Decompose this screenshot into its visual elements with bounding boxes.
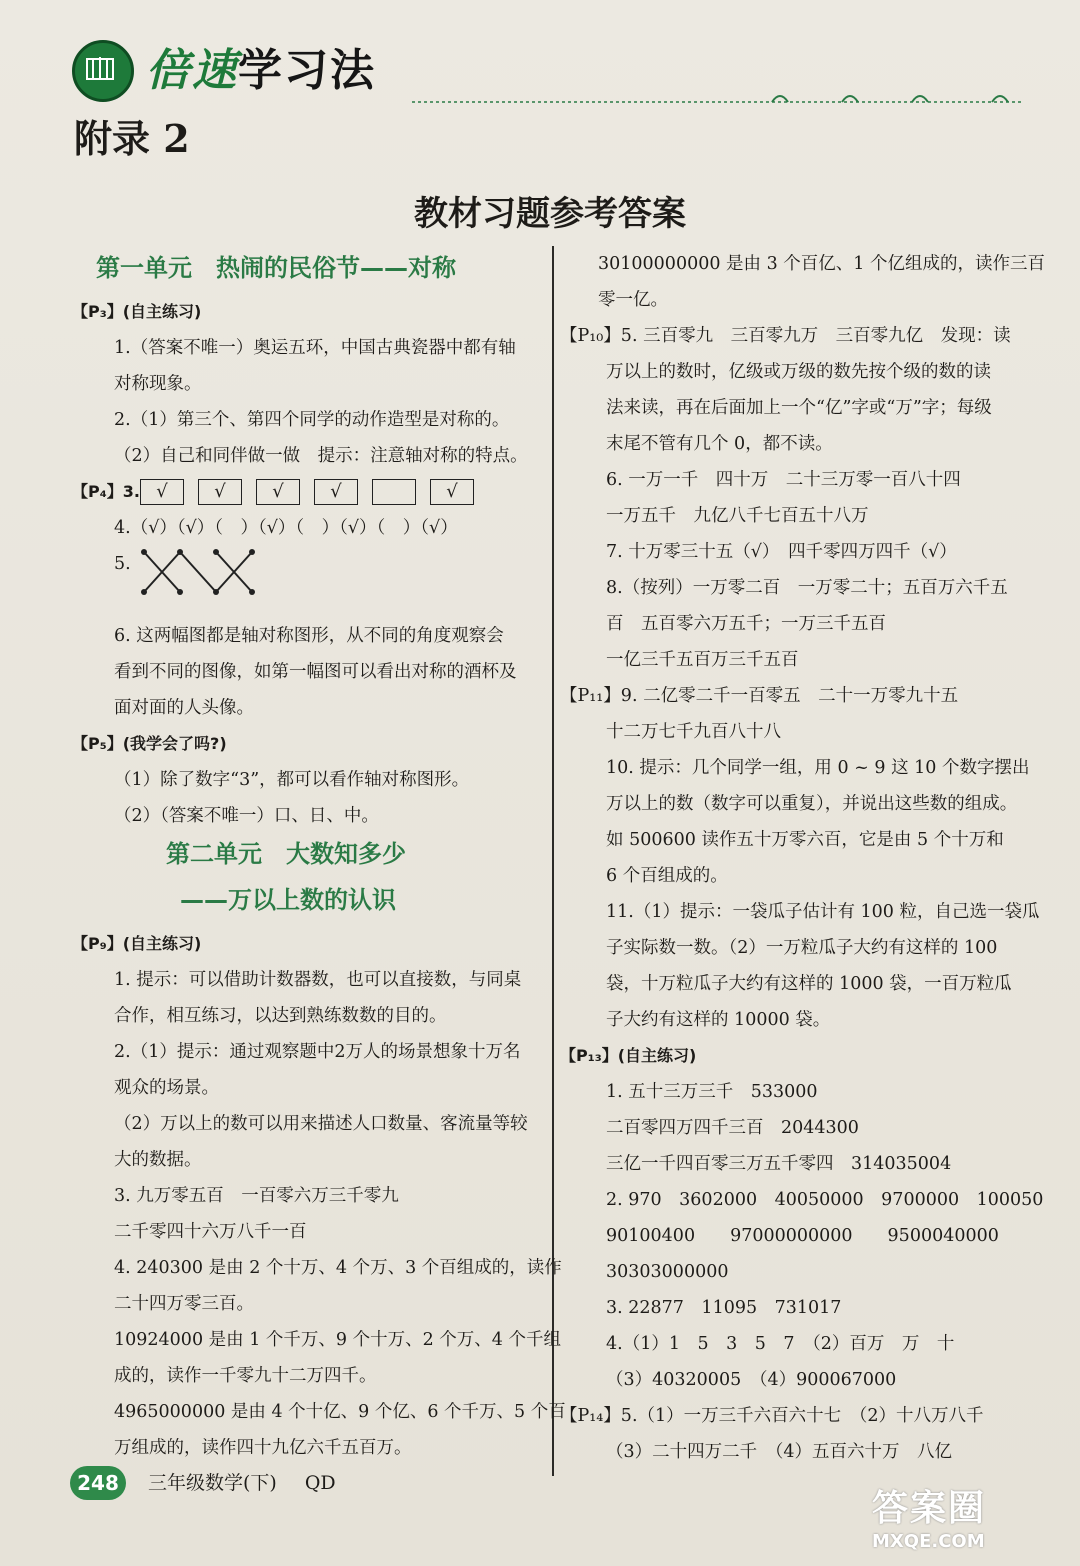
text-line: 看到不同的图像，如第一幅图可以看出对称的酒杯及 [114,662,517,682]
text-line: 2.（1）第三个、第四个同学的动作造型是对称的。 [114,410,510,430]
text-line: 6 个百组成的。 [606,866,728,886]
text-line: 【P₁₀】5. 三百零九 三百零九万 三百零九亿 发现：读 [560,326,1011,346]
watermark-line1: 答案圈 [872,1488,987,1529]
text-line: 三亿一千四百零三万五千零四 314035004 [606,1154,952,1174]
unit2-subtitle: ——万以上数的认识 [180,886,396,914]
text-line: 法来读，再在后面加上一个“亿”字或“万”字；每级 [606,398,992,418]
text-line: 5. [114,554,131,574]
answer-box: √ [140,479,184,505]
unit2-title: 第二单元 大数知多少 [166,840,406,868]
text-line: 十二万七千九百八十八 [606,722,781,742]
text-line: 面对面的人头像。 [114,698,254,718]
text-line: 二千零四十六万八千一百 [114,1222,307,1242]
text-line: 对称现象。 [114,374,202,394]
watermark [872,1480,1052,1552]
text-line: 万以上的数时，亿级或万级的数先按个级的数的读 [606,362,991,382]
text-line: 2. 970 3602000 40050000 9700000 100050 [606,1190,1044,1210]
book-logo-icon [72,40,134,102]
section-tag: 【P₁₃】(自主练习) [560,1046,697,1065]
text-line: 4. 240300 是由 2 个十万、4 个万、3 个百组成的，读作 [114,1258,562,1278]
section-tag: 【P₄】3. [72,482,140,501]
header [62,22,1042,96]
text-line: 零一亿。 [598,290,668,310]
text-line: 4.（1）1 5 3 5 7 （2）百万 万 十 [606,1334,955,1354]
text-line: 子实际数一数。（2）一万粒瓜子大约有这样的 100 [606,938,998,958]
text-line: 二十四万零三百。 [114,1294,254,1314]
answer-box: √ [430,479,474,505]
text-line: 8.（按列）一万零二百 一万零二十；五百万六千五 [606,578,1008,598]
watermark-line2: MXQE.COM [872,1531,985,1552]
text-line: 末尾不管有几个 0，都不读。 [606,434,833,454]
text-line: （2）自己和同伴做一做 提示：注意轴对称的特点。 [114,446,528,466]
text-line: 观众的场景。 [114,1078,219,1098]
text-line: 3. 九万零五百 一百零六万三千零九 [114,1186,399,1206]
text-line: 子大约有这样的 10000 袋。 [606,1010,831,1030]
left-column [72,248,566,1466]
text-line: 7. 十万零三十五（√） 四千零四万四千（√） [606,542,957,562]
book-title: 三年级数学(下) [148,1472,277,1494]
text-line: 袋，十万粒瓜子大约有这样的 1000 袋，一百万粒瓜 [606,974,1012,994]
answer-boxes-row [72,474,544,510]
right-column [560,246,1045,1470]
answer-box: √ [314,479,358,505]
text-line: 一亿三千五百万三千五百 [606,650,799,670]
text-line: 合作，相互练习，以达到熟练数数的目的。 [114,1006,447,1026]
text-line: 4.（√）（√）（ ）（√）（ ）（√）（ ）（√） [114,518,458,538]
answer-boxes [140,474,474,510]
text-line: 6. 这两幅图都是轴对称图形，从不同的角度观察会 [114,626,504,646]
text-line: 10. 提示：几个同学一组，用 0 ~ 9 这 10 个数字摆出 [606,758,1030,778]
text-line: 二百零四万四千三百 2044300 [606,1118,859,1138]
text-line: 大的数据。 [114,1150,202,1170]
text-line: 90100400 97000000000 9500040000 [606,1226,999,1246]
text-line: 万以上的数（数字可以重复），并说出这些数的组成。 [606,794,1018,814]
text-line: 1. 提示：可以借助计数器数，也可以直接数，与同桌 [114,970,522,990]
text-line: 百 五百零六万五千；一万三千五百 [606,614,886,634]
text-line: （3）二十四万二千 （4）五百六十万 八亿 [606,1442,953,1462]
section-tag: 【P₉】(自主练习) [72,934,202,953]
footer-text [148,1468,336,1495]
text-line: 1. 五十三万三千 533000 [606,1082,818,1102]
section-tag: 【P₅】(我学会了吗?) [72,734,227,753]
text-line: 【P₁₁】9. 二亿零二千一百零五 二十一万零九十五 [560,686,959,706]
text-line: 6. 一万一千 四十万 二十三万零一百八十四 [606,470,961,490]
page-number: 248 [70,1466,126,1500]
text-line: 【P₁₄】5.（1）一万三千六百六十七 （2）十八万八千 [560,1406,984,1426]
text-line: 4965000000 是由 4 个十亿、9 个亿、6 个千万、5 个百 [114,1402,566,1422]
answer-box [372,479,416,505]
appendix-label: 附录 2 [74,116,190,161]
text-line: 3. 22877 11095 731017 [606,1298,842,1318]
answer-box: √ [256,479,300,505]
unit1-title: 第一单元 热闹的民俗节——对称 [96,254,456,282]
matching-row [72,546,544,618]
text-line: （2）（答案不唯一）口、日、中。 [114,806,379,826]
text-line: （3）40320005 （4）900067000 [606,1370,897,1390]
page-title: 教材习题参考答案 [414,194,686,234]
text-line: 1.（答案不唯一）奥运五环，中国古典瓷器中都有轴 [114,338,516,358]
text-line: 成的，读作一千零九十二万四千。 [114,1366,377,1386]
text-line: 30100000000 是由 3 个百亿、1 个亿组成的，读作三百 [598,254,1045,274]
answer-box: √ [198,479,242,505]
text-line: 2.（1）提示：通过观察题中2万人的场景想象十万名 [114,1042,521,1062]
matching-lines-diagram [138,546,258,598]
text-line: 万组成的，读作四十九亿六千五百万。 [114,1438,412,1458]
header-swirl-decoration [412,90,1022,106]
text-line: 如 500600 读作五十万零六百，它是由 5 个十万和 [606,830,1004,850]
section-tag: 【P₃】(自主练习) [72,302,202,321]
brand-part2: 学习法 [238,45,376,96]
text-line: （1）除了数字“3”，都可以看作轴对称图形。 [114,770,470,790]
brand-title [146,34,376,98]
text-line: 一万五千 九亿八千七百五十八万 [606,506,869,526]
text-line: 11.（1）提示：一袋瓜子估计有 100 粒，自己选一袋瓜 [606,902,1040,922]
text-line: 30303000000 [606,1262,729,1282]
text-line: 10924000 是由 1 个千万、9 个十万、2 个万、4 个千组 [114,1330,561,1350]
edition-label: QD [304,1472,336,1494]
text-line: （2）万以上的数可以用来描述人口数量、客流量等较 [114,1114,528,1134]
column-divider [552,246,554,1476]
brand-part1: 倍速 [146,45,238,96]
page-footer [70,1466,470,1502]
